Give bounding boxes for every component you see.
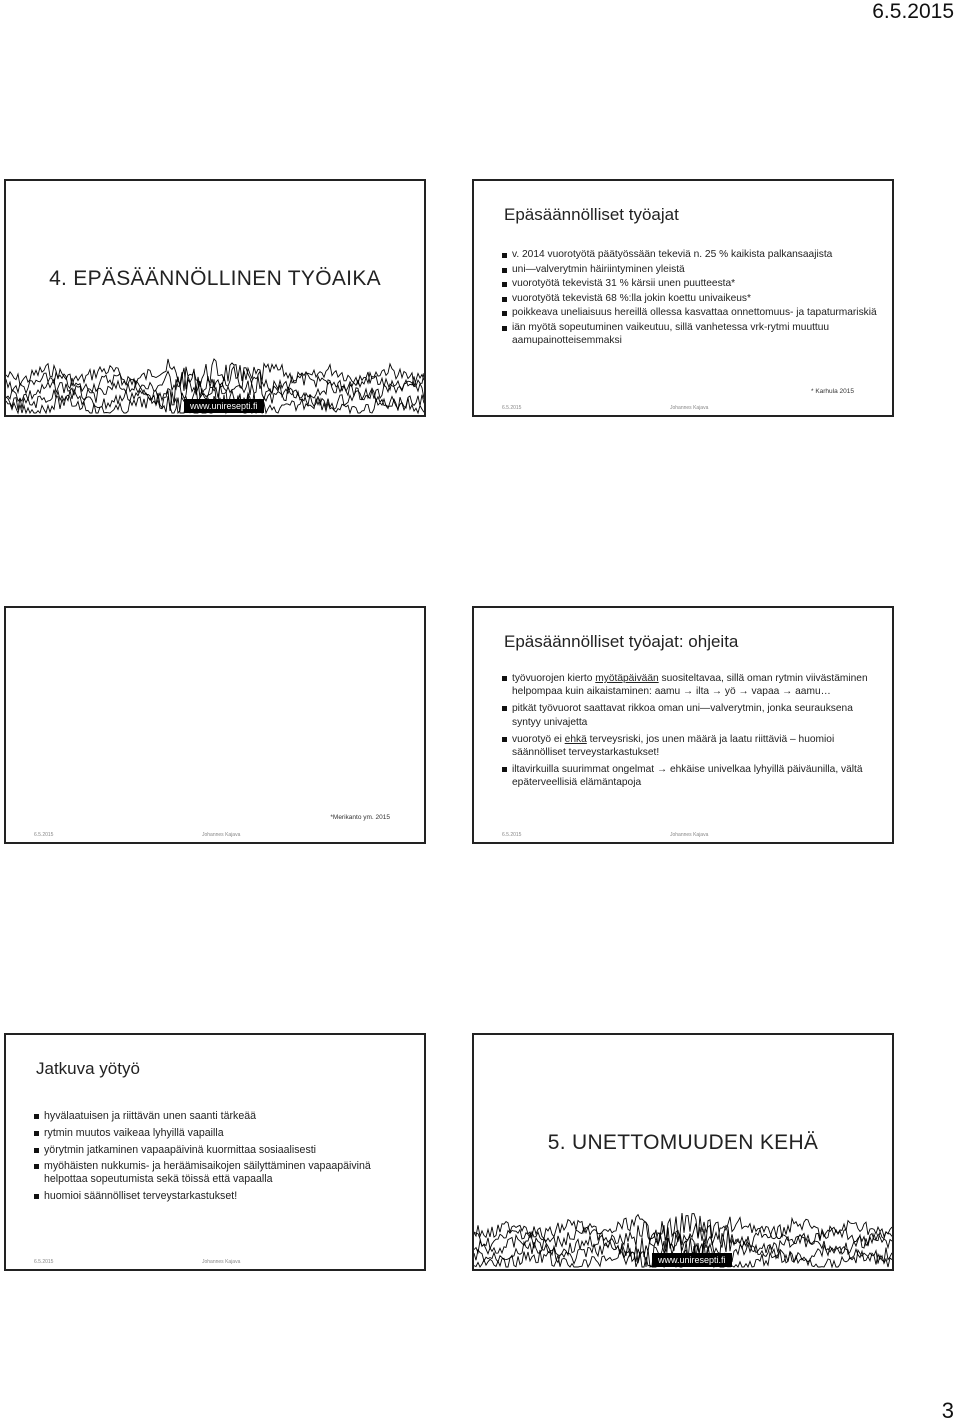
list-item: pitkät työvuorot saattavat rikkoa oman uni—valverytmin, jonka seurauksena syntyy univajetta xyxy=(502,702,878,728)
bullet-icon xyxy=(502,282,507,287)
source-note: *Merikanto ym. 2015 xyxy=(330,814,390,821)
bullet-icon xyxy=(34,1114,39,1119)
footer-date: 6.5.2015 xyxy=(34,1259,54,1265)
slide-title: Epäsäännölliset työajat: ohjeita xyxy=(504,632,739,651)
list-item: yörytmin jatkaminen vapaapäivinä kuormittaa sosiaalisesti xyxy=(34,1144,410,1157)
footer-author: Johannes Kajava xyxy=(670,405,709,411)
website-badge: www.uniresepti.fi xyxy=(184,399,264,413)
bullet-icon xyxy=(502,268,507,273)
bullet-icon xyxy=(502,326,507,331)
list-item: työvuorojen kierto myötäpäivään suositeltavaa, sillä oman rytmin viivästäminen helpompaa kuin aikaistaminen: aamu → ilta → yö → vapaa → aamu… xyxy=(502,672,878,698)
bullet-list xyxy=(502,249,878,349)
slide-title: 5. UNETTOMUUDEN KEHÄ xyxy=(547,1131,819,1154)
list-item: vuorotyötä tekevistä 68 %:lla jokin koettu univaikeus* xyxy=(502,293,878,306)
list-item: iän myötä sopeutuminen vaikeutuu, sillä vanhetessa vrk-rytmi muuttuu aamupainotteisemmaksi xyxy=(502,322,878,347)
footer-author: Johannes Kajava xyxy=(670,832,709,838)
list-item: hyvälaatuisen ja riittävän unen saanti tärkeää xyxy=(34,1110,410,1123)
footer-date: 6.5.2015 xyxy=(34,832,54,838)
bullet-icon xyxy=(502,676,507,681)
bullet-list xyxy=(34,1110,410,1207)
slide-title: Jatkuva yötyö xyxy=(36,1059,140,1078)
list-item: uni—valverytmin häiriintyminen yleistä xyxy=(502,264,878,277)
slide-night-work xyxy=(4,1033,426,1271)
page-number: 3 xyxy=(941,1398,954,1423)
footer-date: 6.5.2015 xyxy=(502,405,522,411)
bullet-icon xyxy=(34,1164,39,1169)
source-note: * Karhula 2015 xyxy=(810,388,854,395)
slide-blank xyxy=(4,606,426,844)
page-date: 6.5.2015 xyxy=(872,0,954,23)
slide-guidelines xyxy=(472,606,894,844)
list-item: v. 2014 vuorotyötä päätyössään tekeviä n. 25 % kaikista palkansaajista xyxy=(502,249,878,262)
website-badge: www.uniresepti.fi xyxy=(652,1253,732,1267)
bullet-icon xyxy=(34,1131,39,1136)
list-item: huomioi säännölliset terveystarkastukset! xyxy=(34,1190,410,1203)
list-item: rytmin muutos vaikeaa lyhyillä vapailla xyxy=(34,1127,410,1140)
footer-author: Johannes Kajava xyxy=(202,1259,241,1265)
bullet-list xyxy=(502,672,878,794)
list-item: myöhäisten nukkumis- ja heräämisaikojen säilyttäminen vapaapäivinä helpottaa sopeutumista sekä töissä että vapaalla xyxy=(34,1160,410,1186)
list-item: iltavirkuilla suurimmat ongelmat → ehkäise univelkaa lyhyillä päiväunilla, vältä epäterveellisiä elämäntapoja xyxy=(502,763,878,789)
bullet-icon xyxy=(502,706,507,711)
slide-section-title xyxy=(472,1033,894,1271)
list-item: poikkeava uneliaisuus hereillä ollessa kasvattaa onnettomuus- ja tapaturmariskiä xyxy=(502,307,878,320)
bullet-icon xyxy=(502,311,507,316)
slide-section-title xyxy=(4,179,426,417)
bullet-icon xyxy=(502,297,507,302)
footer-author: Johannes Kajava xyxy=(202,832,241,838)
bullet-icon xyxy=(34,1148,39,1153)
slide-title: 4. EPÄSÄÄNNÖLLINEN TYÖAIKA xyxy=(49,267,381,290)
slide-irregular-work xyxy=(472,179,894,417)
footer-date: 6.5.2015 xyxy=(502,832,522,838)
bullet-icon xyxy=(502,767,507,772)
slide-title: Epäsäännölliset työajat xyxy=(504,205,679,224)
bullet-icon xyxy=(502,253,507,258)
bullet-icon xyxy=(502,737,507,742)
list-item: vuorotyö ei ehkä terveysriski, jos unen määrä ja laatu riittäviä – huomioi säännölliset terveystarkastukset! xyxy=(502,733,878,759)
bullet-icon xyxy=(34,1194,39,1199)
list-item: vuorotyötä tekevistä 31 % kärsii unen puutteesta* xyxy=(502,278,878,291)
